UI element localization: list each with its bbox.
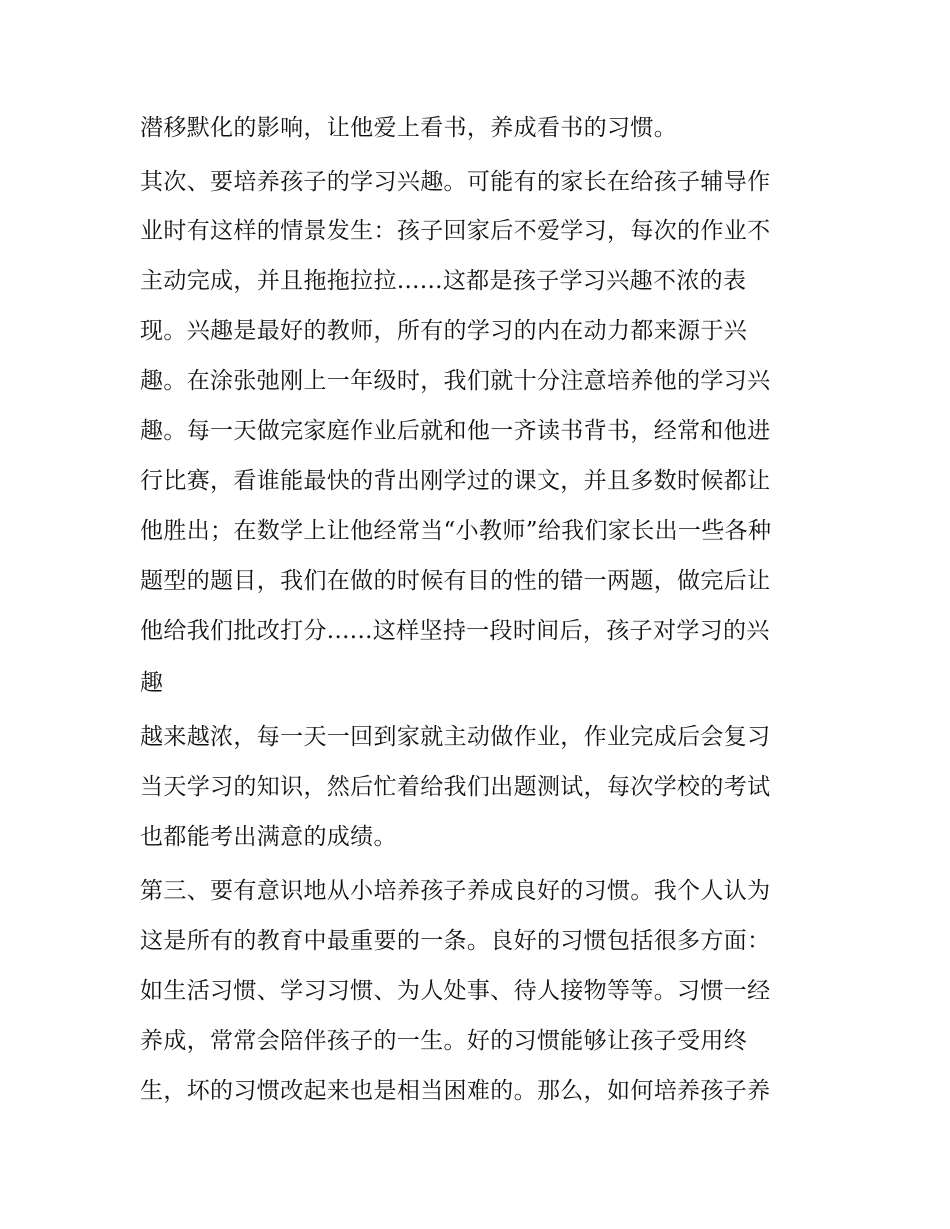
text-line: 当天学习的知识，然后忙着给我们出题测试，每次学校的考试 xyxy=(140,774,771,800)
text-line: 他给我们批改打分......这样坚持一段时间后，孩子对学习的兴 xyxy=(140,618,770,644)
text-line: 现。兴趣是最好的教师，所有的学习的内在动力都来源于兴 xyxy=(140,318,748,344)
text-line: 趣 xyxy=(140,670,164,696)
text-line: 越来越浓，每一天一回到家就主动做作业，作业完成后会复习 xyxy=(140,724,771,750)
text-line: 养成，常常会陪伴孩子的一生。好的习惯能够让孩子受用终 xyxy=(140,1028,748,1054)
text-line: 业时有这样的情景发生：孩子回家后不爱学习，每次的作业不 xyxy=(140,218,771,244)
text-line: 题型的题目，我们在做的时候有目的性的错一两题，做完后让 xyxy=(140,568,771,594)
text-line: 他胜出；在数学上让他经常当“小教师”给我们家长出一些各种 xyxy=(140,518,772,544)
text-line: 行比赛，看谁能最快的背出刚学过的课文，并且多数时候都让 xyxy=(140,468,771,494)
text-line: 这是所有的教育中最重要的一条。良好的习惯包括很多方面： xyxy=(140,928,771,954)
text-line: 潜移默化的影响，让他爱上看书，养成看书的习惯。 xyxy=(140,115,678,141)
text-line: 第三、要有意识地从小培养孩子养成良好的习惯。我个人认为 xyxy=(140,878,771,904)
text-line: 其次、要培养孩子的学习兴趣。可能有的家长在给孩子辅导作 xyxy=(140,169,771,195)
text-line: 趣。在涂张弛刚上一年级时，我们就十分注意培养他的学习兴 xyxy=(140,368,771,394)
text-line: 也都能考出满意的成绩。 xyxy=(140,824,397,850)
text-line: 趣。每一天做完家庭作业后就和他一齐读书背书，经常和他进 xyxy=(140,418,771,444)
text-line: 如生活习惯、学习习惯、为人处事、待人接物等等。习惯一经 xyxy=(140,978,771,1004)
text-line: 生，坏的习惯改起来也是相当困难的。那么，如何培养孩子养 xyxy=(140,1078,771,1104)
text-line: 主动完成，并且拖拖拉拉......这都是孩子学习兴趣不浓的表 xyxy=(140,268,747,294)
